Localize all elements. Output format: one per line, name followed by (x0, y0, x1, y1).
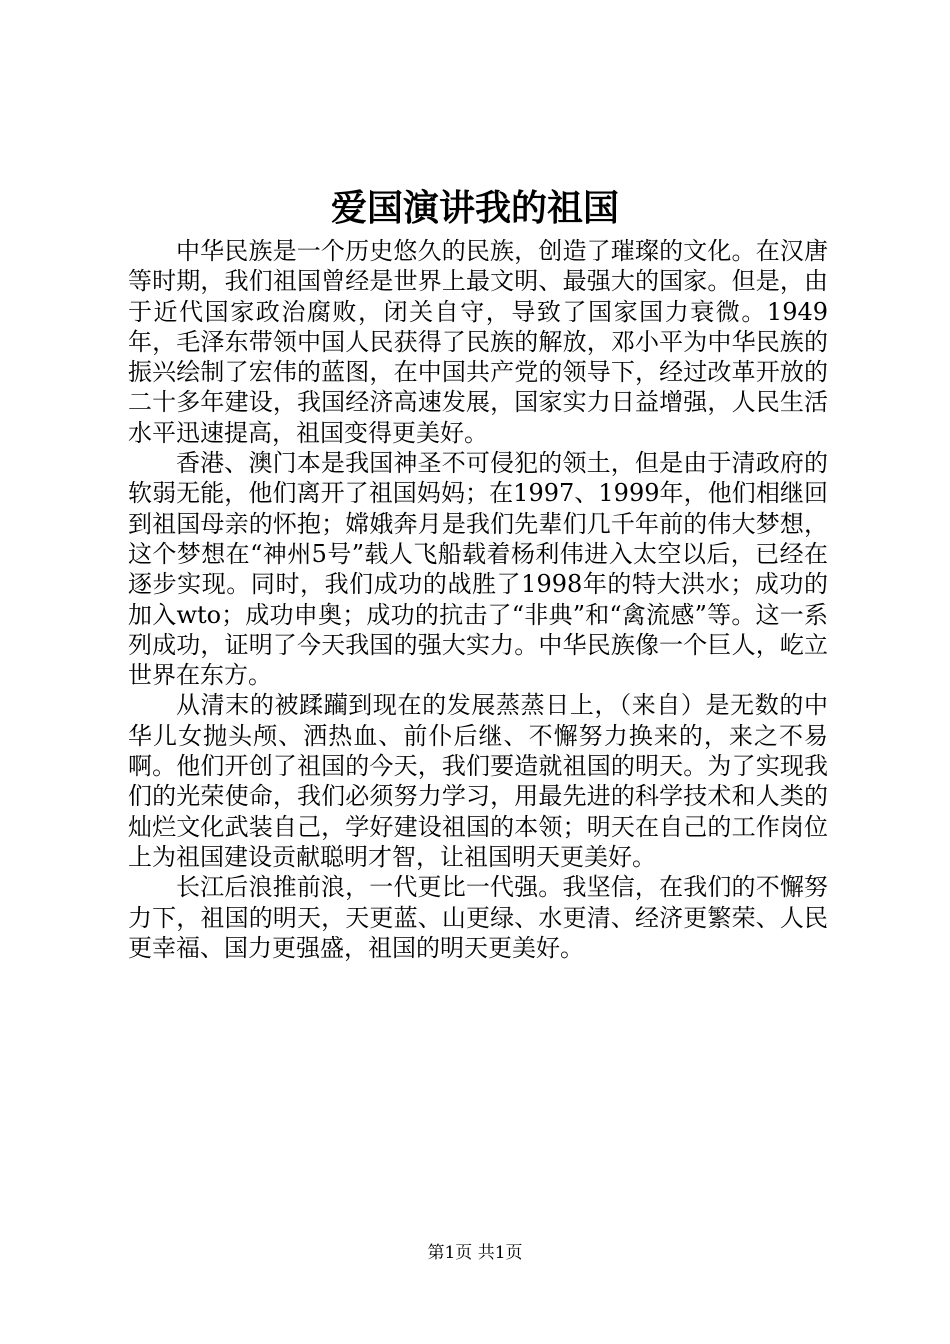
document-body (128, 236, 828, 963)
paragraph-2: 香港、澳门本是我国神圣不可侵犯的领土，但是由于清政府的软弱无能，他们离开了祖国妈妈；在1997、1999年，他们相继回到祖国母亲的怀抱；嫦娥奔月是我们先辈们几千年前的伟大梦想，这个梦想在“神州5号”载人飞船载着杨利伟进入太空以后，已经在逐步实现。同时，我们成功的战胜了1998年的特大洪水；成功的加入wto；成功申奥；成功的抗击了“非典”和“禽流感”等。这一系列成功，证明了今天我国的强大实力。中华民族像一个巨人，屹立世界在东方。 (128, 449, 828, 690)
document-title: 爱国演讲我的祖国 (330, 187, 619, 229)
page-number-footer: 第1页 共1页 (427, 1243, 523, 1263)
paragraph-4: 长江后浪推前浪，一代更比一代强。我坚信，在我们的不懈努力下，祖国的明天，天更蓝、山更绿、水更清、经济更繁荣、人民更幸福、国力更强盛，祖国的明天更美好。 (128, 873, 828, 962)
paragraph-3: 从清末的被蹂躏到现在的发展蒸蒸日上，（来自）是无数的中华儿女抛头颅、洒热血、前仆后继、不懈努力换来的，来之不易啊。他们开创了祖国的今天，我们要造就祖国的明天。为了实现我们的光荣使命，我们必须努力学习，用最先进的科学技术和人类的灿烂文化武装自己，学好建设祖国的本领；明天在自己的工作岗位上为祖国建设贡献聪明才智，让祖国明天更美好。 (128, 691, 828, 871)
paragraph-1: 中华民族是一个历史悠久的民族，创造了璀璨的文化。在汉唐等时期，我们祖国曾经是世界上最文明、最强大的国家。但是，由于近代国家政治腐败，闭关自守，导致了国家国力衰微。1949年，毛泽东带领中国人民获得了民族的解放，邓小平为中华民族的振兴绘制了宏伟的蓝图，在中国共产党的领导下，经过改革开放的二十多年建设，我国经济高速发展，国家实力日益增强，人民生活水平迅速提高，祖国变得更美好。 (128, 237, 828, 447)
